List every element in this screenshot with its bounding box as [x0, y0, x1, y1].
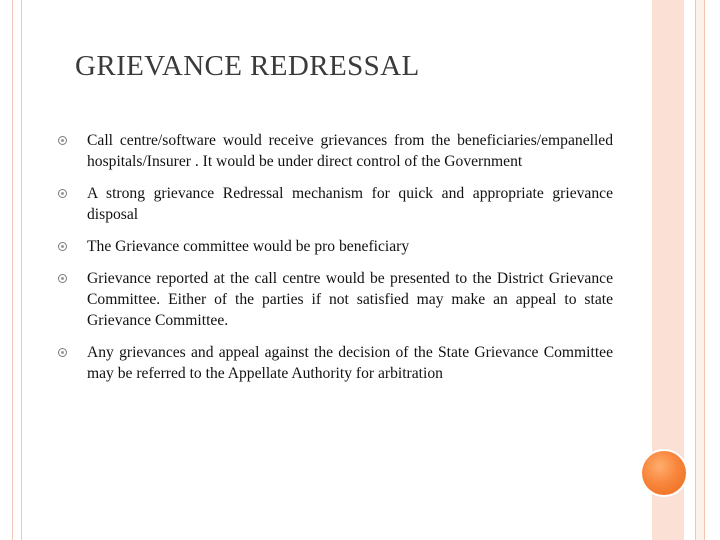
bullet-list	[58, 130, 613, 395]
bullet-icon	[58, 189, 67, 198]
bullet-item	[58, 236, 613, 257]
bullet-icon	[58, 348, 67, 357]
bullet-text: The Grievance committee would be pro beneficiary	[87, 238, 410, 255]
bullet-item	[58, 268, 613, 331]
bullet-item	[58, 183, 613, 225]
bullet-item	[58, 130, 613, 172]
left-decorative-border	[12, 0, 22, 540]
bullet-icon	[58, 136, 67, 145]
bullet-text: A strong grievance Redressal mechanism for quick and appropriate grievance disposal	[87, 185, 613, 223]
bullet-icon	[58, 274, 67, 283]
orange-circle-decoration	[642, 451, 686, 495]
bullet-text: Grievance reported at the call centre would be presented to the District Grievance Committee. Either of the parties if not satisfied may make an appeal to state Grievance Committee.	[87, 270, 613, 329]
bullet-icon	[58, 242, 67, 251]
bullet-text: Call centre/software would receive grievances from the beneficiaries/empanelled hospitals/Insurer . It would be under direct control of the Government	[87, 132, 613, 170]
slide-title: GRIEVANCE REDRESSAL	[75, 50, 420, 82]
bullet-item	[58, 342, 613, 384]
right-decorative-edge	[695, 0, 705, 540]
bullet-text: Any grievances and appeal against the decision of the State Grievance Committee may be referred to the Appellate Authority for arbitration	[87, 344, 613, 382]
